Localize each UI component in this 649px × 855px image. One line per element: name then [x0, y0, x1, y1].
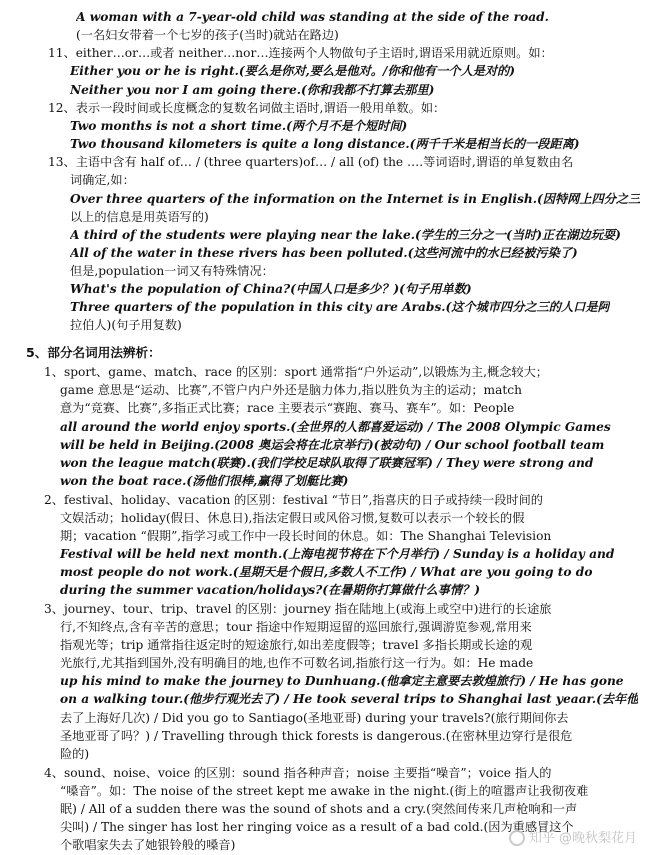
example-sentence: A woman with a 7-year-old child was standing at the side of the road. [76, 10, 549, 24]
paragraph-line: 光旅行,尤其指到国外,没有明确目的地,也作不可数名词,指旅行这一行为。如：He made [60, 656, 534, 670]
paragraph-line: 个歌唱家失去了她银铃般的嗓音) [60, 838, 236, 852]
paragraph-line: Festival will be held next month.(上海电视节将在下个月举行) / Sunday is a holiday and [60, 547, 615, 561]
example-sentence: All of the water in these rivers has been polluted.(这些河流中的水已经被污染了) [70, 246, 578, 260]
translation: 拉伯人)(句子用复数) [70, 318, 182, 332]
paragraph-line: 文娱活动；holiday(假日、休息日),指法定假日或风俗习惯,复数可以表示一个较长的假 [60, 511, 525, 525]
watermark [509, 830, 637, 849]
paragraph-line: 1、sport、game、match、race 的区别：sport 通常指“户外运动”,以锻炼为主,概念较大； [44, 365, 548, 379]
example-sentence: What's the population of China?(中国人口是多少？)(句子用单数) [70, 282, 472, 296]
paragraph-line: up his mind to make the journey to Dunhuang.(他拿定主意要去敦煌旅行) / He has gone [60, 674, 624, 688]
paragraph-line: 意为“竞赛、比赛”,多指正式比赛；race 主要表示“赛跑、赛马、赛车”。如：People [60, 401, 515, 415]
zhihu-logo-icon [509, 830, 525, 846]
example-sentence: Two thousand kilometers is quite a long distance.(两千千米是相当长的一段距离) [70, 137, 580, 151]
section-heading: 5、部分名词用法辨析： [26, 345, 161, 360]
paragraph-line: won the boat race.(汤他们很棒,赢得了划艇比赛) [60, 474, 349, 488]
paragraph-line: 尖叫) / The singer has lost her ringing voice as a result of a bad cold.(因为重感冒这个 [60, 820, 574, 834]
example-sentence: Neither you nor I am going there.(你和我都不打算去那里) [70, 83, 435, 97]
note: 但是,population一词又有特殊情况： [70, 264, 274, 278]
paragraph-line: game 意思是“运动、比赛”,不管户内户外还是脑力体力,指以胜负为主的运动；match [60, 383, 522, 397]
rule-11: 11、either…or…或者 neither…nor…连接两个人物做句子主语时,谓语采用就近原则。如： [48, 46, 553, 60]
rule-12: 12、表示一段时间或长度概念的复数名词做主语时,谓语一般用单数。如： [48, 101, 446, 115]
example-sentence: Either you or he is right.(要么是你对,要么是他对。/你和他有一个人是对的) [70, 64, 515, 78]
example-sentence: Two months is not a short time.(两个月不是个短时间) [70, 119, 408, 133]
paragraph-line: won the league match(联赛).(我们学校足球队取得了联赛冠军) / They were strong and [60, 456, 594, 470]
paragraph-line: 指观光等；trip 通常指往返定时的短途旅行,如出差度假等；travel 多指长期或长途的观 [60, 638, 533, 652]
translation: 以上的信息是用英语写的) [70, 210, 209, 224]
example-sentence: Three quarters of the population in this city are Arabs.(这个城市四分之三的人口是阿 [70, 300, 610, 314]
paragraph-line: on a walking tour.(他步行观光去了) / He took several trips to Shanghai last yeaar.(去年他 [60, 692, 639, 706]
paragraph-line: 期；vacation “假期”,指学习或工作中一段长时间的休息。如：The Shanghai Television [60, 529, 552, 543]
paragraph-line: 险的) [60, 747, 90, 761]
watermark-text: 知乎 @晚秋梨花月 [528, 831, 637, 847]
paragraph-line: 行,不知终点,含有辛苦的意思；tour 指途中作短期逗留的巡回旅行,强调游览参观,常用来 [60, 620, 532, 634]
paragraph-line: during the summer vacation/holidays?(在暑期你打算做什么事情？) [60, 583, 481, 597]
example-sentence: Over three quarters of the information on the Internet is in English.(因特网上四分之三 [70, 192, 641, 206]
rule-13-cont: 词确定,如： [70, 173, 135, 187]
translation: (一名妇女带着一个七岁的孩子(当时)就站在路边) [76, 28, 339, 42]
paragraph-line: “嗓音”。如：The noise of the street kept me awake in the night.(街上的喧嚣声让我彻夜难 [60, 784, 589, 798]
paragraph-line: 3、journey、tour、trip、travel 的区别：journey 指在陆地上(或海上或空中)进行的长途旅 [44, 602, 552, 616]
paragraph-line: will be held in Beijing.(2008 奥运会将在北京举行)(被动句) / Our school football team [60, 438, 605, 452]
paragraph-line: 眠) / All of a sudden there was the sound of shots and a cry.(突然间传来几声枪响和一声 [60, 802, 578, 816]
paragraph-line: 2、festival、holiday、vacation 的区别：festival “节日”,指喜庆的日子或持续一段时间的 [44, 493, 543, 507]
paragraph-line: all around the world enjoy sports.(全世界的人都喜爱运动) / The 2008 Olympic Games [60, 420, 611, 434]
rule-13: 13、主语中含有 half of… / (three quarters)of… / all (of) the ….等词语时,谓语的单复数由名 [48, 155, 574, 169]
paragraph-line: 去了上海好几次) / Did you go to Santiago(圣地亚哥) during your travels?(旅行期间你去 [60, 711, 569, 725]
paragraph-line: most people do not work.(星期天是个假日,多数人不工作) / What are you going to do [60, 565, 593, 579]
paragraph-line: 圣地亚哥了吗？) / Travelling through thick forests is dangerous.(在密林里边穿行是很危 [60, 729, 573, 743]
example-sentence: A third of the students were playing near the lake.(学生的三分之一(当时)正在湖边玩耍) [70, 228, 621, 242]
paragraph-line: 4、sound、noise、voice 的区别：sound 指各种声音；noise 主要指“噪音”；voice 指人的 [44, 766, 552, 780]
